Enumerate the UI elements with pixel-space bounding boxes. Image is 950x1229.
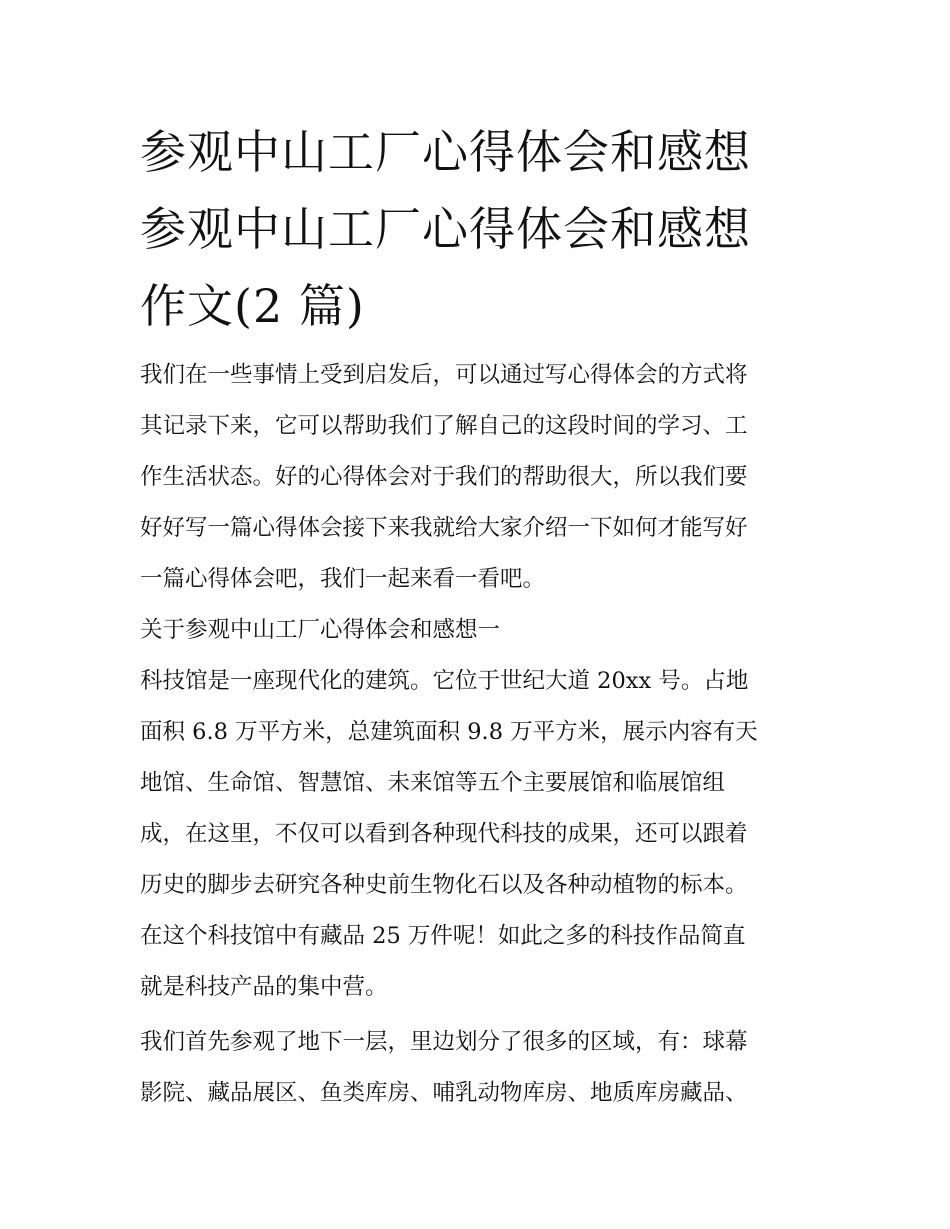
text-line: 面积 6.8 万平方米，总建筑面积 9.8 万平方米，展示内容有天 bbox=[140, 719, 758, 745]
text-line: 关于参观中山工厂心得体会和感想一 bbox=[140, 617, 501, 643]
title-line: 参观中山工厂心得体会和感想 bbox=[140, 125, 751, 179]
text-line: 在这个科技馆中有藏品 25 万件呢！如此之多的科技作品简直 bbox=[140, 923, 746, 949]
text-line: 成，在这里，不仅可以看到各种现代科技的成果，还可以跟着 bbox=[140, 821, 748, 847]
intro-paragraph bbox=[140, 350, 815, 605]
document-body bbox=[140, 350, 815, 1119]
text-line: 其记录下来，它可以帮助我们了解自己的这段时间的学习、工 bbox=[140, 413, 748, 439]
text-line: 历史的脚步去研究各种史前生物化石以及各种动植物的标本。 bbox=[140, 872, 748, 898]
text-line: 好好写一篇心得体会接下来我就给大家介绍一下如何才能写好 bbox=[140, 515, 748, 541]
text-line: 影院、藏品展区、鱼类库房、哺乳动物库房、地质库房藏品、 bbox=[140, 1080, 748, 1106]
body-paragraph bbox=[140, 656, 815, 1013]
document-title bbox=[140, 114, 820, 345]
text-line: 作生活状态。好的心得体会对于我们的帮助很大，所以我们要 bbox=[140, 464, 748, 490]
title-line: 作文(2 篇) bbox=[140, 279, 365, 333]
text-line: 就是科技产品的集中营。 bbox=[140, 974, 388, 1000]
text-line: 我们在一些事情上受到启发后，可以通过写心得体会的方式将 bbox=[140, 362, 748, 388]
title-line: 参观中山工厂心得体会和感想 bbox=[140, 202, 751, 256]
text-line: 科技馆是一座现代化的建筑。它位于世纪大道 20xx 号。占地 bbox=[140, 668, 749, 694]
section-heading bbox=[140, 605, 815, 656]
text-line: 一篇心得体会吧，我们一起来看一看吧。 bbox=[140, 566, 546, 592]
text-line: 我们首先参观了地下一层，里边划分了很多的区域，有：球幕 bbox=[140, 1029, 748, 1055]
body-paragraph bbox=[140, 1017, 815, 1119]
text-line: 地馆、生命馆、智慧馆、未来馆等五个主要展馆和临展馆组 bbox=[140, 770, 726, 796]
